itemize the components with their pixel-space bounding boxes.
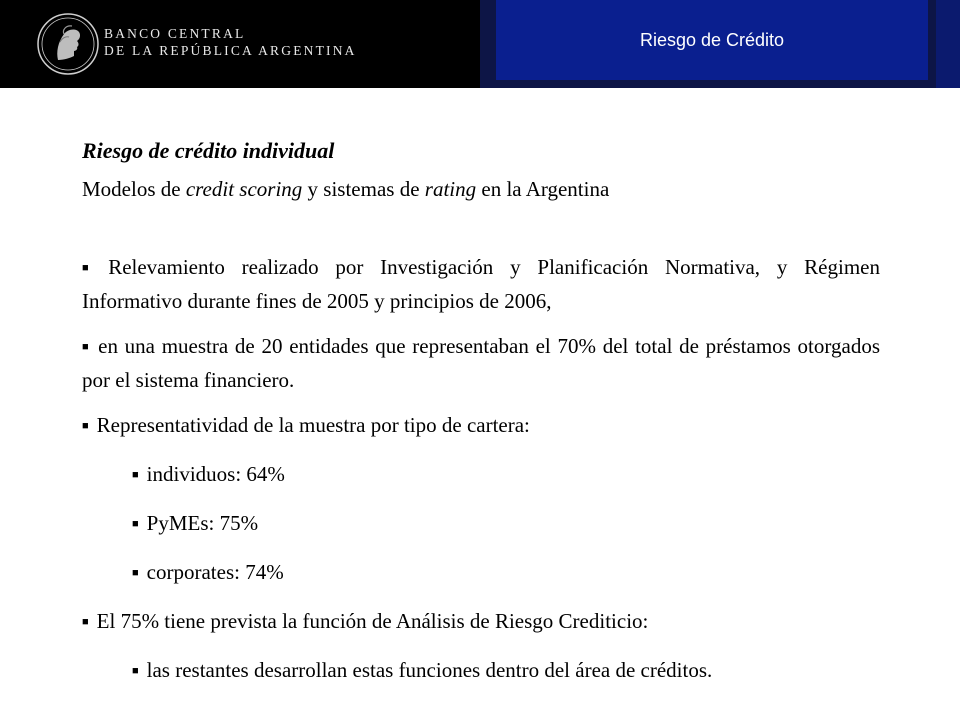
section-title-box xyxy=(496,0,928,80)
bullet-list xyxy=(82,252,880,704)
square-bullet-icon: ■ xyxy=(82,616,89,628)
square-bullet-icon: ■ xyxy=(82,341,91,353)
square-bullet-icon: ■ xyxy=(132,665,139,677)
square-bullet-icon: ■ xyxy=(132,567,139,579)
bullet-text: en una muestra de 20 entidades que representaban el 70% del total de préstamos otorgados por el sistema financiero. xyxy=(82,334,880,392)
bullet-text: PyMEs: 75% xyxy=(146,511,259,535)
bullet-text: El 75% tiene prevista la función de Análisis de Riesgo Crediticio: xyxy=(96,609,649,633)
square-bullet-icon: ■ xyxy=(82,420,89,432)
sub-bullet-item xyxy=(132,459,880,493)
bank-name-line1: BANCO CENTRAL xyxy=(104,26,246,41)
bank-name xyxy=(104,25,357,59)
slide-subheading xyxy=(82,177,609,202)
sub-bullet-item xyxy=(132,508,880,542)
bank-name-line2: DE LA REPÚBLICA ARGENTINA xyxy=(104,43,357,58)
sub-bullet-item xyxy=(132,655,880,689)
section-title: Riesgo de Crédito xyxy=(639,29,785,50)
subheading-text: en la Argentina xyxy=(476,177,610,201)
square-bullet-icon: ■ xyxy=(132,518,139,530)
square-bullet-icon: ■ xyxy=(82,262,101,274)
subheading-italic-term: credit scoring xyxy=(185,177,303,201)
bullet-text: corporates: 74% xyxy=(146,560,284,584)
slide-heading: Riesgo de crédito individual xyxy=(82,138,335,163)
bullet-item xyxy=(82,606,880,640)
bullet-text: Relevamiento realizado por Investigación y Planificación Normativa, y Régimen Informativo durante fines de 2005 y principios de 2006, xyxy=(82,255,880,313)
bullet-item xyxy=(82,410,880,444)
bullet-item xyxy=(82,331,880,395)
header-strip xyxy=(936,0,960,88)
bullet-text: Representatividad de la muestra por tipo de cartera: xyxy=(96,413,530,437)
liberty-head-seal-icon xyxy=(36,12,100,76)
subheading-text: Modelos de xyxy=(82,177,186,201)
bullet-text: individuos: 64% xyxy=(146,462,285,486)
bank-branding xyxy=(0,0,480,88)
subheading-text: y sistemas de xyxy=(302,177,425,201)
square-bullet-icon: ■ xyxy=(132,469,139,481)
subheading-italic-term: rating xyxy=(424,177,477,201)
sub-bullet-item xyxy=(132,557,880,591)
slide-header xyxy=(0,0,960,88)
bullet-item xyxy=(82,252,880,316)
bullet-text: las restantes desarrollan estas funciones dentro del área de créditos. xyxy=(146,658,713,682)
